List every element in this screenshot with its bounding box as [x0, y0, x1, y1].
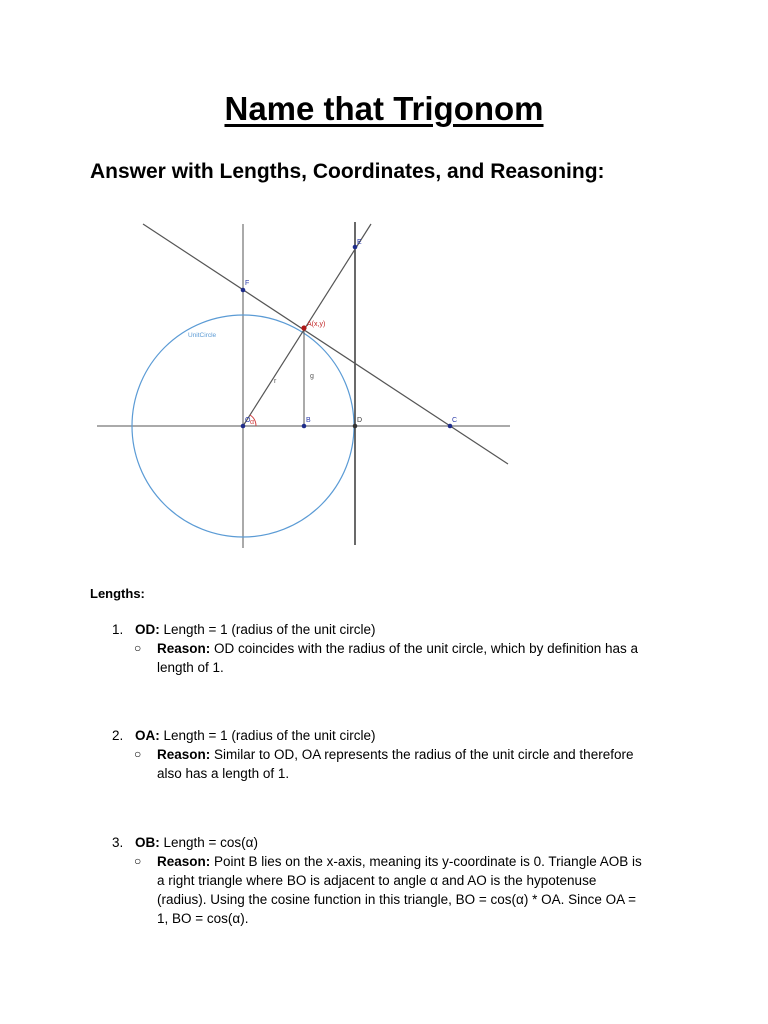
item-term: OB: [135, 835, 160, 850]
point-o [241, 424, 246, 429]
item-reason [134, 745, 667, 783]
bullet-icon: ○ [134, 854, 142, 868]
point-b [302, 424, 307, 429]
reason-label: Reason: [157, 747, 211, 762]
item-term: OD: [135, 622, 160, 637]
reason-line: Point B lies on the x-axis, meaning its y-coordinate is 0. Triangle AOB is [210, 854, 642, 869]
label-e: E [357, 239, 362, 246]
label-angle: α [250, 419, 255, 426]
item-number: 1. [112, 622, 124, 637]
reason-line: Similar to OD, OA represents the radius of the unit circle and therefore [210, 747, 634, 762]
label-o: O [245, 417, 251, 424]
bullet-icon: ○ [134, 641, 142, 655]
label-d: D [357, 417, 363, 424]
reason-line: 1, BO = cos(α). [157, 911, 249, 926]
list-item [112, 620, 692, 675]
tangent-line-through-a [143, 224, 508, 464]
unit-circle-diagram [90, 218, 520, 553]
reason-line: also has a length of 1. [157, 766, 290, 781]
label-unit-circle: UnitCircle [188, 332, 217, 339]
list-item [112, 833, 692, 926]
item-text: Length = cos(α) [159, 835, 258, 850]
point-d [353, 424, 358, 429]
reason-line: OD coincides with the radius of the unit circle, which by definition has a [210, 641, 638, 656]
item-main [135, 833, 258, 852]
item-main [135, 620, 376, 639]
label-f: F [245, 280, 250, 287]
label-c: C [452, 417, 458, 424]
item-text: Length = 1 (radius of the unit circle) [159, 728, 376, 743]
item-text: Length = 1 (radius of the unit circle) [159, 622, 376, 637]
unit-circle-figure [90, 218, 520, 558]
list-item [112, 726, 692, 781]
reason-label: Reason: [157, 854, 211, 869]
item-number: 2. [112, 728, 124, 743]
page-subtitle: Answer with Lengths, Coordinates, and Reasoning: [90, 160, 605, 183]
item-term: OA: [135, 728, 160, 743]
label-a: A(x,y) [307, 321, 326, 328]
label-radius: r [274, 378, 277, 385]
reason-line: length of 1. [157, 660, 224, 675]
label-b: B [306, 417, 311, 424]
point-f [241, 288, 246, 293]
reason-line: (radius). Using the cosine function in this triangle, BO = cos(α) * OA. Since OA = [157, 892, 637, 907]
lengths-heading: Lengths: [90, 586, 145, 601]
item-number: 3. [112, 835, 124, 850]
bullet-icon: ○ [134, 747, 142, 761]
label-segment: g [310, 373, 314, 380]
reason-label: Reason: [157, 641, 211, 656]
reason-line: a right triangle where BO is adjacent to angle α and AO is the hypotenuse [157, 873, 597, 888]
item-main [135, 726, 376, 745]
point-c [448, 424, 453, 429]
point-a [301, 325, 306, 330]
item-reason [134, 639, 667, 677]
item-reason [134, 852, 667, 928]
page-title: Name that Trigonom [224, 90, 544, 127]
